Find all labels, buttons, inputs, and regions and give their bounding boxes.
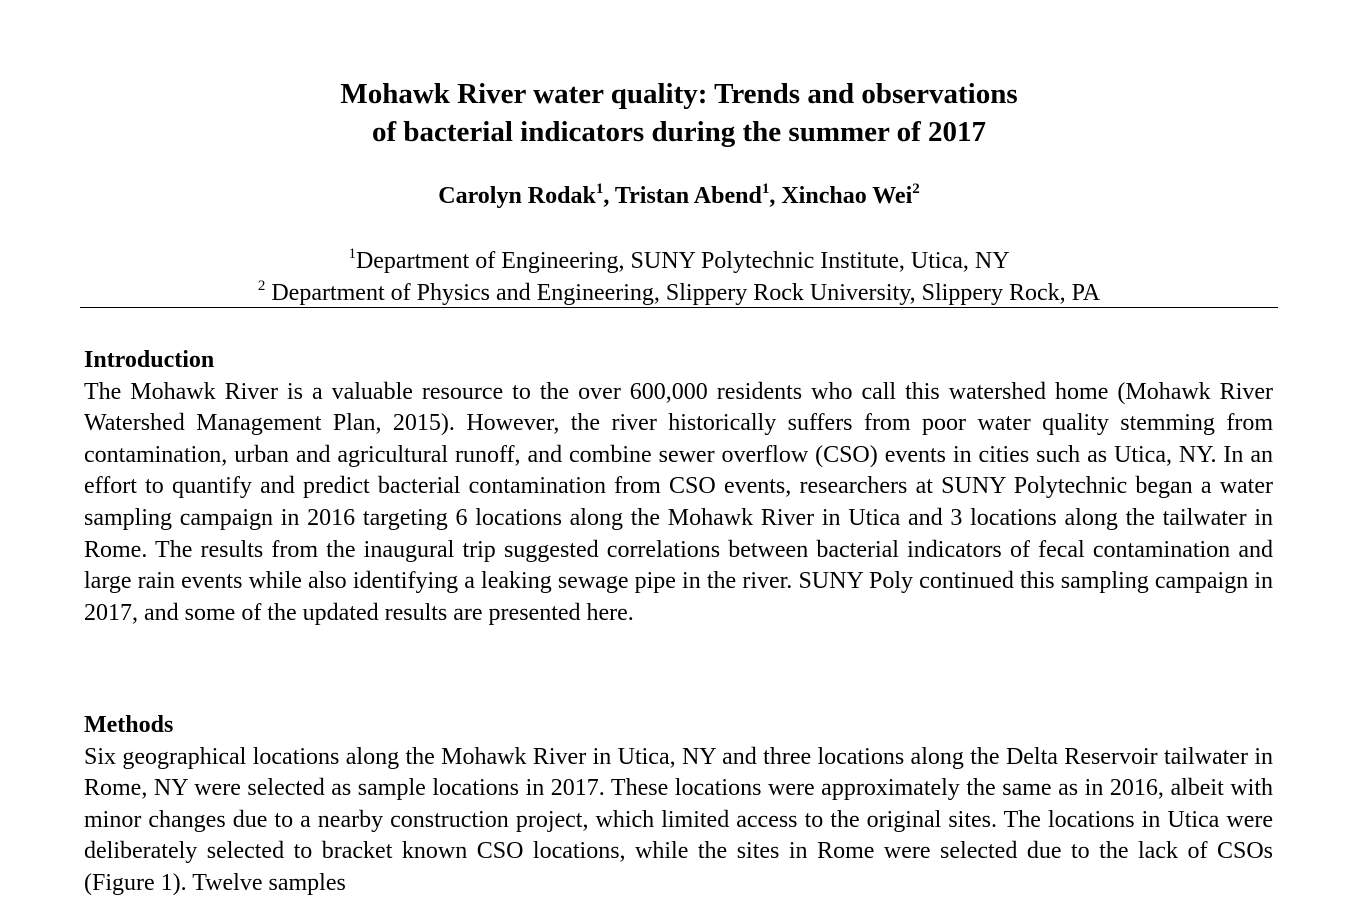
author-name: Carolyn Rodak [438, 183, 596, 209]
title-line-1: Mohawk River water quality: Trends and observations [340, 78, 1018, 110]
author-name: Xinchao Wei [781, 183, 913, 209]
methods-heading: Methods [84, 712, 174, 738]
author-affiliation-mark: 2 [912, 181, 920, 197]
introduction-section [84, 345, 1273, 629]
paper-title [0, 75, 1358, 151]
author-separator: , [603, 183, 615, 209]
methods-paragraph: Six geographical locations along the Mohawk River in Utica, NY and three locations along the Delta Reservoir tailwater in Rome, NY were selected as sample locations in 2017. These locations were approximately the same as in 2016, albeit with minor changes due to a nearby construction project, which limited access to the original sites. The locations in Utica were deliberately selected to bracket known CSO locations, while the sites in Rome were selected due to the lack of CSOs (Figure 1). Twelve samples [84, 743, 1273, 896]
affiliation-line [0, 245, 1358, 277]
author-affiliation-mark: 1 [761, 181, 770, 197]
introduction-paragraph: The Mohawk River is a valuable resource to the over 600,000 residents who call this watershed home (Mohawk River Watershed Management Plan, 2015). However, the river historically suffers from poor water quality stemming from contamination, urban and agricultural runoff, and combine sewer overflow (CSO) events in cities such as Utica, NY. In an effort to quantify and predict bacterial contamination from CSO events, researchers at SUNY Polytechnic began a water sampling campaign in 2016 targeting 6 locations along the Mohawk River in Utica and 3 locations along the tailwater in Rome. The results from the inaugural trip suggested correlations between bacterial indicators of fecal contamination and large rain events while also identifying a leaking sewage pipe in the river. SUNY Poly continued this sampling campaign in 2017, and some of the updated results are presented here. [84, 378, 1273, 626]
author-separator: , [769, 183, 782, 209]
affiliation-text: Department of Engineering, SUNY Polytechnic Institute, Utica, NY [355, 248, 1010, 274]
title-line-2: of bacterial indicators during the summer of 2017 [371, 116, 987, 148]
author-list [0, 180, 1358, 212]
affiliation-line [0, 277, 1358, 309]
affiliation-list [0, 245, 1358, 309]
header-divider [80, 307, 1278, 308]
introduction-heading: Introduction [84, 347, 215, 373]
methods-section [84, 710, 1273, 900]
author-name: Tristan Abend [614, 183, 762, 209]
affiliation-text: Department of Physics and Engineering, Slippery Rock University, Slippery Rock, PA [265, 280, 1101, 306]
author-affiliation-mark: 1 [595, 181, 604, 197]
affiliation-mark: 2 [257, 278, 266, 294]
affiliation-mark: 1 [348, 246, 356, 262]
